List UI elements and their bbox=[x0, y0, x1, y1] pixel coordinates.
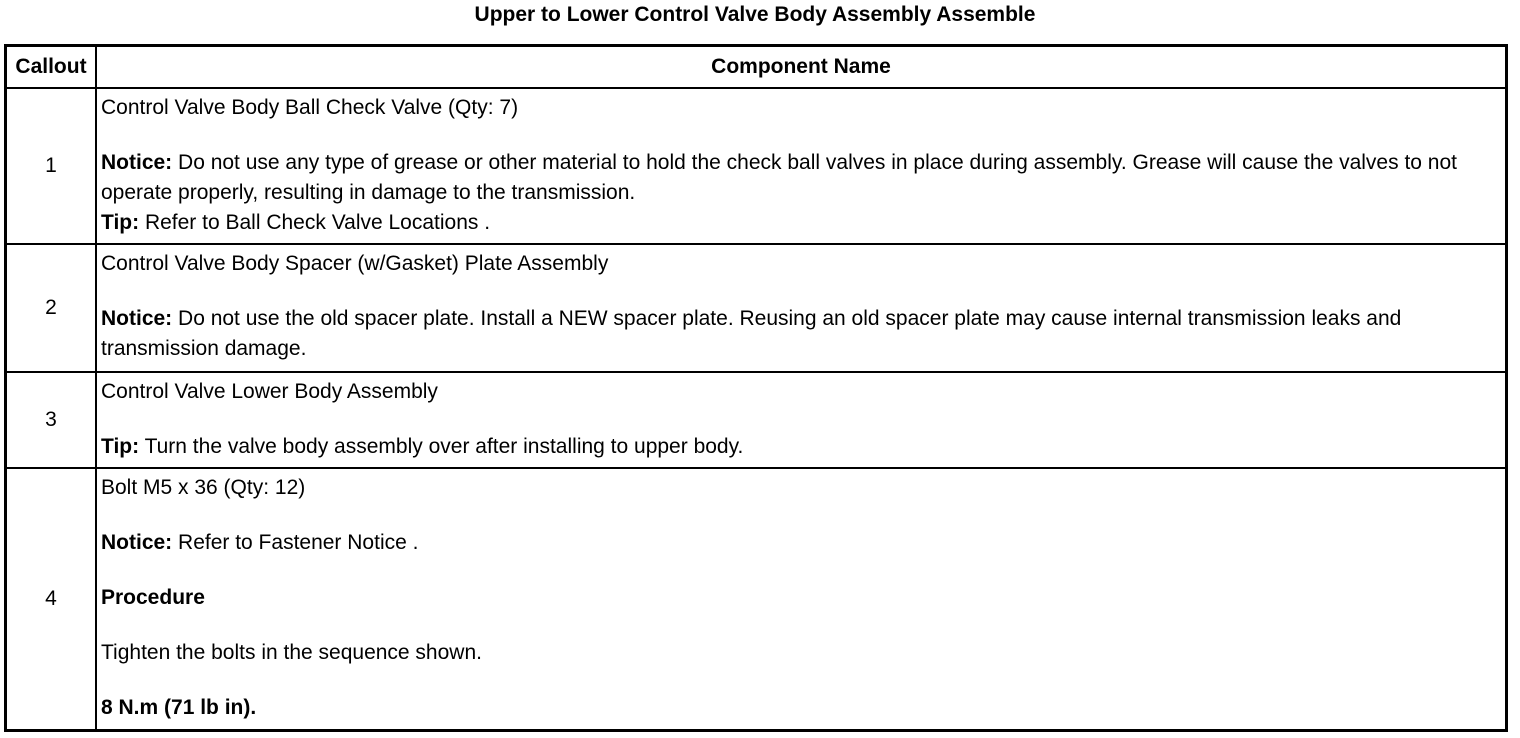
table-row bbox=[6, 244, 1507, 372]
tip-text: Turn the valve body assembly over after installing to upper body. bbox=[139, 435, 744, 458]
notice-text: Do not use the old spacer plate. Install a NEW spacer plate. Reusing an old spacer plate may cause internal transmission leaks and transmission damage. bbox=[101, 307, 1402, 360]
notice-label: Notice: bbox=[101, 307, 173, 330]
component-cell bbox=[96, 468, 1507, 730]
table-row bbox=[6, 372, 1507, 468]
component-name: Control Valve Lower Body Assembly bbox=[101, 380, 438, 403]
notice bbox=[101, 304, 1501, 364]
torque-spec bbox=[101, 693, 1501, 723]
notice-label: Notice: bbox=[101, 151, 173, 174]
procedure-step: Tighten the bolts in the sequence shown. bbox=[101, 641, 482, 664]
notice bbox=[101, 148, 1501, 208]
tip-label: Tip: bbox=[101, 435, 140, 458]
tip bbox=[101, 208, 1501, 238]
component-cell bbox=[96, 372, 1507, 468]
procedure-label: Procedure bbox=[101, 586, 205, 609]
tip bbox=[101, 432, 1501, 462]
torque-value: 8 N.m (71 lb in). bbox=[101, 696, 257, 719]
callout-cell: 3 bbox=[6, 372, 97, 468]
page-title: Upper to Lower Control Valve Body Assembly Assemble bbox=[474, 3, 1036, 26]
table-row bbox=[6, 468, 1507, 730]
component-name: Control Valve Body Spacer (w/Gasket) Plate Assembly bbox=[101, 252, 609, 275]
component-name: Control Valve Body Ball Check Valve (Qty: 7) bbox=[101, 96, 519, 119]
component-cell bbox=[96, 244, 1507, 372]
notice-text: Refer to Fastener Notice . bbox=[172, 531, 419, 554]
callout-cell: 2 bbox=[6, 244, 97, 372]
component-table bbox=[4, 44, 1508, 732]
notice-label: Notice: bbox=[101, 531, 173, 554]
procedure-heading bbox=[101, 583, 1501, 613]
table-row bbox=[6, 88, 1507, 244]
tip-label: Tip: bbox=[101, 211, 140, 234]
component-cell bbox=[96, 88, 1507, 244]
notice bbox=[101, 528, 1501, 558]
callout-cell: 1 bbox=[6, 88, 97, 244]
table-header bbox=[6, 46, 1507, 89]
header-callout: Callout bbox=[6, 46, 97, 89]
callout-cell: 4 bbox=[6, 468, 97, 730]
header-component-name: Component Name bbox=[96, 46, 1507, 89]
tip-text: Refer to Ball Check Valve Locations . bbox=[139, 211, 491, 234]
notice-text: Do not use any type of grease or other material to hold the check ball valves in place during assembly. Grease will cause the valves to not operate properly, resulting in damage to the transmission. bbox=[101, 151, 1457, 204]
component-name: Bolt M5 x 36 (Qty: 12) bbox=[101, 476, 306, 499]
